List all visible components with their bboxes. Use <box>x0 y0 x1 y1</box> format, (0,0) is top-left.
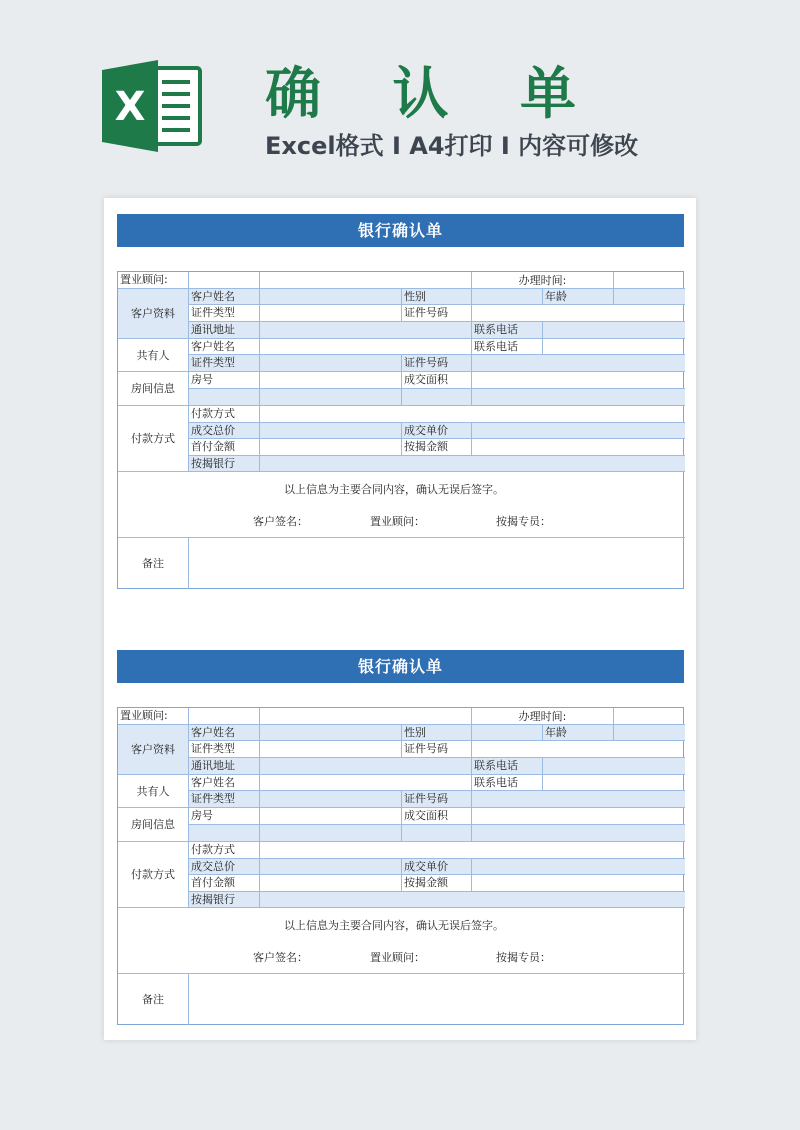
advisor-label: 置业顾问: <box>118 708 189 725</box>
co-phone-value[interactable] <box>543 339 685 355</box>
deal-area-label: 成交面积 <box>402 808 472 825</box>
remarks-value[interactable] <box>189 538 685 589</box>
deal-area-value[interactable] <box>472 372 685 389</box>
total-price-value[interactable] <box>260 423 402 439</box>
mortgage-amount-label: 按揭金额 <box>402 875 472 892</box>
advisor-value[interactable] <box>189 272 260 289</box>
id-type-value[interactable] <box>260 741 402 758</box>
age-label: 年龄 <box>543 289 614 305</box>
blank-cell[interactable] <box>402 825 472 842</box>
customer-name-label: 客户姓名 <box>189 725 260 741</box>
deal-area-label: 成交面积 <box>402 372 472 389</box>
mortgage-bank-label: 按揭银行 <box>189 456 260 472</box>
down-payment-label: 首付金额 <box>189 439 260 456</box>
co-id-type-value[interactable] <box>260 355 402 372</box>
down-payment-value[interactable] <box>260 875 402 892</box>
room-no-value[interactable] <box>260 808 402 825</box>
gender-value[interactable] <box>472 725 543 741</box>
age-label: 年龄 <box>543 725 614 741</box>
handle-time-label: 办理时间: <box>472 272 614 289</box>
mortgage-amount-value[interactable] <box>472 875 685 892</box>
handle-time-label: 办理时间: <box>472 708 614 725</box>
advisor-value[interactable] <box>189 708 260 725</box>
room-info-label: 房间信息 <box>118 808 189 842</box>
confirm-text: 以上信息为主要合同内容，确认无误后签字。 <box>284 919 504 932</box>
unit-price-label: 成交单价 <box>402 423 472 439</box>
customer-name-value[interactable] <box>260 725 402 741</box>
customer-info-label: 客户资料 <box>118 289 189 339</box>
customer-info-label: 客户资料 <box>118 725 189 775</box>
pay-method-value[interactable] <box>260 406 685 423</box>
form-title: 银行确认单 <box>117 214 684 247</box>
total-price-label: 成交总价 <box>189 859 260 875</box>
blank-cell[interactable] <box>472 825 685 842</box>
svg-text:X: X <box>114 84 146 130</box>
pay-method-value[interactable] <box>260 842 685 859</box>
blank-cell[interactable] <box>260 825 402 842</box>
mortgage-agent-label: 按揭专员： <box>496 515 551 528</box>
blank-cell[interactable] <box>402 389 472 406</box>
gender-label: 性别 <box>402 725 472 741</box>
id-number-value[interactable] <box>472 741 685 758</box>
advisor-sign-label: 置业顾问： <box>370 951 425 964</box>
co-phone-value[interactable] <box>543 775 685 791</box>
co-id-number-label: 证件号码 <box>402 355 472 372</box>
mortgage-bank-value[interactable] <box>260 892 685 908</box>
address-label: 通讯地址 <box>189 758 260 775</box>
gender-label: 性别 <box>402 289 472 305</box>
excel-logo-icon <box>102 58 204 154</box>
remarks-label: 备注 <box>118 974 189 1025</box>
age-value[interactable] <box>614 289 685 305</box>
advisor-label: 置业顾问: <box>118 272 189 289</box>
co-name-label: 客户姓名 <box>189 775 260 791</box>
customer-sign-label: 客户签名： <box>253 951 308 964</box>
mortgage-amount-value[interactable] <box>472 439 685 456</box>
co-name-label: 客户姓名 <box>189 339 260 355</box>
co-name-value[interactable] <box>260 775 472 791</box>
co-name-value[interactable] <box>260 339 472 355</box>
age-value[interactable] <box>614 725 685 741</box>
blank-cell[interactable] <box>472 389 685 406</box>
id-type-label: 证件类型 <box>189 741 260 758</box>
co-owner-label: 共有人 <box>118 339 189 372</box>
co-id-type-label: 证件类型 <box>189 355 260 372</box>
mortgage-bank-value[interactable] <box>260 456 685 472</box>
page-subtitle: Excel格式 I A4打印 I 内容可修改 <box>265 132 639 160</box>
blank-cell[interactable] <box>189 389 260 406</box>
remarks-value[interactable] <box>189 974 685 1025</box>
phone-label: 联系电话 <box>472 322 543 339</box>
id-number-label: 证件号码 <box>402 305 472 322</box>
co-phone-label: 联系电话 <box>472 339 543 355</box>
address-label: 通讯地址 <box>189 322 260 339</box>
co-id-number-value[interactable] <box>472 355 685 372</box>
pay-method-label: 付款方式 <box>189 406 260 423</box>
co-owner-label: 共有人 <box>118 775 189 808</box>
gender-value[interactable] <box>472 289 543 305</box>
page-title: 确 认 单 <box>265 62 602 127</box>
confirm-block <box>118 472 685 538</box>
id-number-label: 证件号码 <box>402 741 472 758</box>
handle-time-value[interactable] <box>614 708 685 725</box>
mortgage-amount-label: 按揭金额 <box>402 439 472 456</box>
address-value[interactable] <box>260 322 472 339</box>
payment-label: 付款方式 <box>118 842 189 908</box>
pay-method-label: 付款方式 <box>189 842 260 859</box>
co-id-type-value[interactable] <box>260 791 402 808</box>
phone-label: 联系电话 <box>472 758 543 775</box>
down-payment-value[interactable] <box>260 439 402 456</box>
form-grid <box>117 707 684 1025</box>
id-number-value[interactable] <box>472 305 685 322</box>
unit-price-label: 成交单价 <box>402 859 472 875</box>
blank-cell[interactable] <box>260 272 472 289</box>
co-id-number-value[interactable] <box>472 791 685 808</box>
phone-value[interactable] <box>543 758 685 775</box>
form-title: 银行确认单 <box>117 650 684 683</box>
room-no-value[interactable] <box>260 372 402 389</box>
customer-sign-label: 客户签名： <box>253 515 308 528</box>
down-payment-label: 首付金额 <box>189 875 260 892</box>
co-id-type-label: 证件类型 <box>189 791 260 808</box>
mortgage-agent-label: 按揭专员： <box>496 951 551 964</box>
unit-price-value[interactable] <box>472 423 685 439</box>
room-no-label: 房号 <box>189 372 260 389</box>
co-phone-label: 联系电话 <box>472 775 543 791</box>
address-value[interactable] <box>260 758 472 775</box>
customer-name-value[interactable] <box>260 289 402 305</box>
unit-price-value[interactable] <box>472 859 685 875</box>
customer-name-label: 客户姓名 <box>189 289 260 305</box>
remarks-label: 备注 <box>118 538 189 589</box>
blank-cell[interactable] <box>189 825 260 842</box>
confirm-block <box>118 908 685 974</box>
form-grid <box>117 271 684 589</box>
payment-label: 付款方式 <box>118 406 189 472</box>
advisor-sign-label: 置业顾问： <box>370 515 425 528</box>
id-type-label: 证件类型 <box>189 305 260 322</box>
id-type-value[interactable] <box>260 305 402 322</box>
blank-cell[interactable] <box>260 389 402 406</box>
handle-time-value[interactable] <box>614 272 685 289</box>
blank-cell[interactable] <box>260 708 472 725</box>
confirm-text: 以上信息为主要合同内容，确认无误后签字。 <box>284 483 504 496</box>
phone-value[interactable] <box>543 322 685 339</box>
mortgage-bank-label: 按揭银行 <box>189 892 260 908</box>
total-price-label: 成交总价 <box>189 423 260 439</box>
page-header <box>0 0 800 190</box>
total-price-value[interactable] <box>260 859 402 875</box>
room-no-label: 房号 <box>189 808 260 825</box>
room-info-label: 房间信息 <box>118 372 189 406</box>
deal-area-value[interactable] <box>472 808 685 825</box>
co-id-number-label: 证件号码 <box>402 791 472 808</box>
